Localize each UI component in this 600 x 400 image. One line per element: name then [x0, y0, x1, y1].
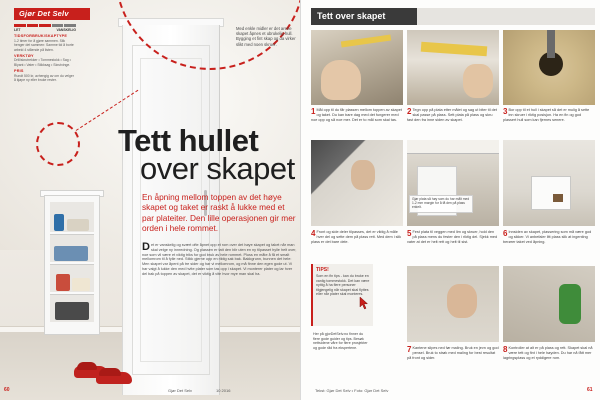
step-caption-8: [503, 346, 595, 361]
step-caption-6: [503, 230, 595, 245]
tools-heading-time: TIDSFORBRUK/SKAPTYPE: [14, 34, 68, 39]
article-intro: En åpning mellom toppen av det høye skapet og taket er raskt å lukke med et par plateiter. Den lille operasjonen gir mer orden i hele rommet.: [142, 192, 296, 234]
tip-box: [311, 264, 373, 326]
shelf-item: [55, 302, 89, 320]
step-number: 6: [503, 229, 508, 238]
step-number: 8: [503, 345, 508, 354]
shelf: [50, 292, 94, 295]
tools-text-time: 1-2 timer for å gjøre sammen. Slik henger det sammen: Samme tid å borte arbeid 4 stående på listen.: [14, 38, 74, 52]
web-info-box: [311, 330, 373, 382]
step-caption-7: [407, 346, 499, 361]
shelf-item: [72, 278, 90, 291]
cabinet-top: [531, 176, 571, 210]
step-number: 7: [407, 345, 412, 354]
right-page: [300, 0, 600, 400]
article-title-line2: over skapet: [140, 151, 295, 186]
drill: [559, 284, 581, 324]
side-note: Med enkle midler er det arene skapet åpnes et ubrukelig hull. Bygging et fint skap og da virker slikt med noen skruer.: [236, 26, 296, 47]
difficulty-easy-label: LET: [14, 28, 21, 32]
step-section-heading: Tett over skapet: [311, 8, 417, 25]
step-number: 4: [311, 229, 316, 238]
step-photo-1: [311, 30, 403, 105]
shelf: [50, 232, 94, 235]
article-body-text: et er vanskelig og svært ofte åpnet opp et rom over det høye skapet og taket når man skal velge ny innredning. Og plassen er tatt den blir uten en ny tilpasset hylle helt over, noe som vil være et viktig triks for god bruk av hele rommet. Pluss en måte å få et smalt mellomrom til å fylle ned. Stikk gjerne opp en riktig sak bak. Bakkgrunn, bunnen det hele: Men skapet var åpent på tre sider og har vi mellomrom, og må finne den egen gode ut. Vi har valgt å lukke den med hvite plater som tas opp i skapet. Vi monterer plater og lar hver del bak på toppen av skapet, det er viktig å vite hvor mye man skal ha.: [142, 243, 297, 276]
footer-credits: Tekst: Gjør Det Selv • Foto: Gjør Det Selv: [315, 388, 389, 393]
step-photo-4: [311, 140, 403, 226]
ceiling: [407, 140, 499, 154]
measuring-tape: [421, 42, 488, 57]
page-number-left: 60: [4, 387, 10, 393]
step-number: 5: [407, 229, 412, 238]
step-number: 2: [407, 107, 412, 116]
difficulty-labels: [14, 28, 76, 32]
tools-heading-tools: VERKTØY: [14, 54, 34, 59]
heading-bar: [417, 8, 595, 25]
footer-date-left: 10 2016: [216, 388, 231, 393]
drop-cap: D: [142, 241, 150, 253]
tools-text-price: Rundt 500 kr, avhengig av om du velger å kjøpe ny eller bruke rester.: [14, 73, 74, 83]
step-text: Fest plata til veggen med lim og skruer, hold den på plass mens du fester den i riktig del. Sjekk med vater at det er helt rett og helt til sist.: [407, 230, 498, 244]
page-number-right: 61: [587, 387, 593, 393]
article-title-line1: Tett hullet: [118, 123, 259, 158]
step-caption-3: [503, 108, 595, 123]
highlight-circle-small: [36, 122, 80, 166]
step-text: Front og side deler tilpasses, det er viktig å måle hver del og sette dem på plass rett. Med dem i slik plass er det bare dele.: [311, 230, 402, 244]
tip-title: TIPS!: [316, 267, 329, 273]
step-number: 1: [311, 107, 316, 116]
cursor-icon: [357, 296, 371, 310]
step-photo-5: [407, 140, 499, 226]
step-caption-1: [311, 108, 403, 123]
step-text: Innsiden av skapet, plassering som må være god og sikker. Vi anbefaler litt plass slik at ingenting berører taket ved åpning.: [503, 230, 592, 244]
photo-callout: Gjør plata så høy som du har målt med 1-2 mm margin for å få den på plass enkelt.: [409, 195, 473, 213]
hand: [351, 160, 375, 190]
tools-text-tools: Drill/skrutrekker • Tommestokk • Sag • Blyant • Vater • Stikksag • Skrutvinge.: [14, 58, 71, 67]
hand: [321, 60, 361, 100]
wood-block: [553, 194, 563, 202]
slipper: [96, 372, 132, 384]
measuring-tape: [341, 35, 391, 48]
step-photo-2: [407, 30, 499, 105]
hand: [463, 64, 493, 98]
tip-text: Som en fin tips - kan du bruke en vanlig tommestokk. Det kan være nyttig å ha flere personer tilgjengelig når skapet skal flyttes eller når plater skal monteres.: [316, 274, 370, 297]
tools-heading-price: PRIS: [14, 69, 24, 74]
drill-bit: [547, 30, 555, 58]
step-text: Kontroller at alt er på plass og rett. Skapet skal nå være tett og fint i hele høyden. Du har nå fått mer lagringsplass og et ryddigere rom.: [503, 346, 593, 360]
step-photo-6: [503, 140, 595, 226]
step-photo-8: [503, 266, 595, 342]
step-text: Kantene slipes ned før maling. Bruk en jevn og god pensel. Bruk to strøk med maling for best resultat på front og sider.: [407, 346, 499, 360]
step-number: 3: [503, 107, 508, 116]
step-caption-2: [407, 108, 499, 123]
shelf-item: [67, 219, 89, 231]
shelf-item: [56, 274, 70, 291]
footer-magazine-left: Gjør Det Selv: [168, 388, 193, 393]
step-text: Tegn opp på plata etter målet og sag ut biter til det skal passe på plass. Sett plata på plass og skru fast den fra inne siden av skapet.: [407, 108, 497, 122]
shelf: [50, 262, 94, 265]
hand: [447, 284, 477, 318]
shelf-item: [54, 214, 64, 231]
step-text: Mål opp til du får plassen mellom toppen av skapet og taket. Du kan bare dag med det fungerer med noe opp og så noe mer. Det er to mål som skal tas.: [311, 108, 402, 122]
step-photo-3: [503, 30, 595, 105]
article-body: [142, 243, 297, 276]
shelf-item: [54, 246, 88, 261]
difficulty-hard-label: VANSKELIG: [56, 28, 76, 32]
step-text: Bor opp til et hull i skapet så det er mulig å sette inn skruer i riktig posisjon. Ha en fin og god plassert hull som kan fjernes senere.: [503, 108, 590, 122]
section-badge: Gjør Det Selv: [14, 8, 90, 20]
step-caption-5: [407, 230, 499, 245]
step-caption-4: [311, 230, 403, 245]
step-photo-7: [407, 266, 499, 342]
web-info-text: Her på gjorDetSelv.no finner du flere gode guider og tips. Besøk nettsidene våre for flere prosjekter og gode råd fra ekspertene.: [313, 332, 368, 350]
tools-info-box: [14, 27, 76, 107]
